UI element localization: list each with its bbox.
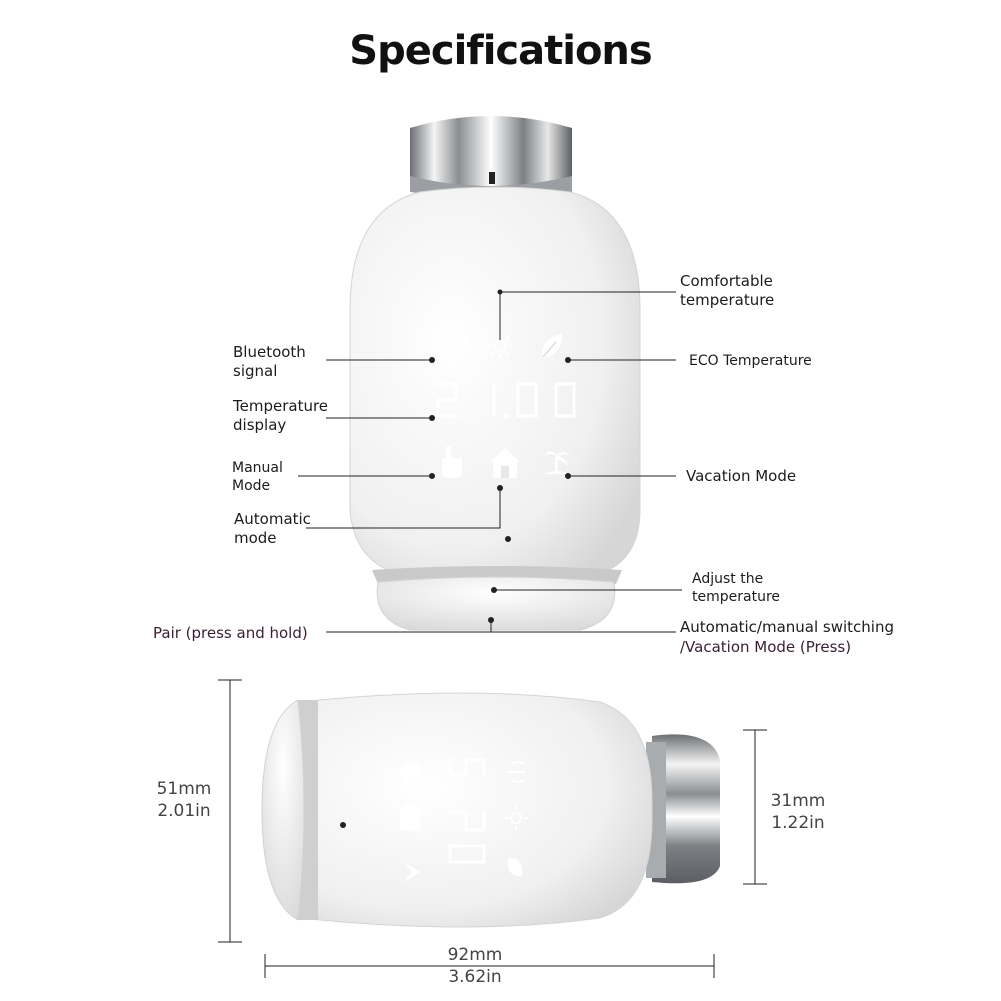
label-vacation-mode: Vacation Mode: [686, 467, 797, 485]
label-automatic-mode: Automatic mode: [234, 510, 311, 547]
length-in: 3.62in: [448, 967, 502, 987]
label-switching-line2: /Vacation Mode (Press): [680, 638, 852, 656]
label-temperature-display: Temperature display: [233, 397, 329, 434]
thermostat-front-view: [298, 116, 682, 632]
length-dimension: [430, 944, 520, 988]
label-manual-mode: Manual Mode: [232, 460, 283, 494]
label-pair: Pair (press and hold): [153, 624, 308, 642]
length-mm: 92mm: [447, 945, 503, 965]
label-switching-line1: Automatic/manual switching: [680, 618, 895, 636]
label-adjust-temperature: Adjust the temperature: [692, 571, 780, 605]
neck-dimension: [762, 790, 834, 834]
height-mm: 51mm: [156, 779, 212, 799]
height-dimension: [148, 778, 220, 822]
thermostat-side-view: [218, 680, 767, 978]
label-comfortable-temperature: Comfortable temperature: [680, 272, 775, 309]
height-in: 2.01in: [157, 801, 211, 821]
label-eco-temperature: ECO Temperature: [689, 353, 812, 369]
neck-mm: 31mm: [770, 791, 826, 811]
label-bluetooth-signal: Bluetooth signal: [233, 343, 306, 380]
page-title: Specifications: [349, 28, 652, 74]
neck-in: 1.22in: [771, 813, 825, 833]
